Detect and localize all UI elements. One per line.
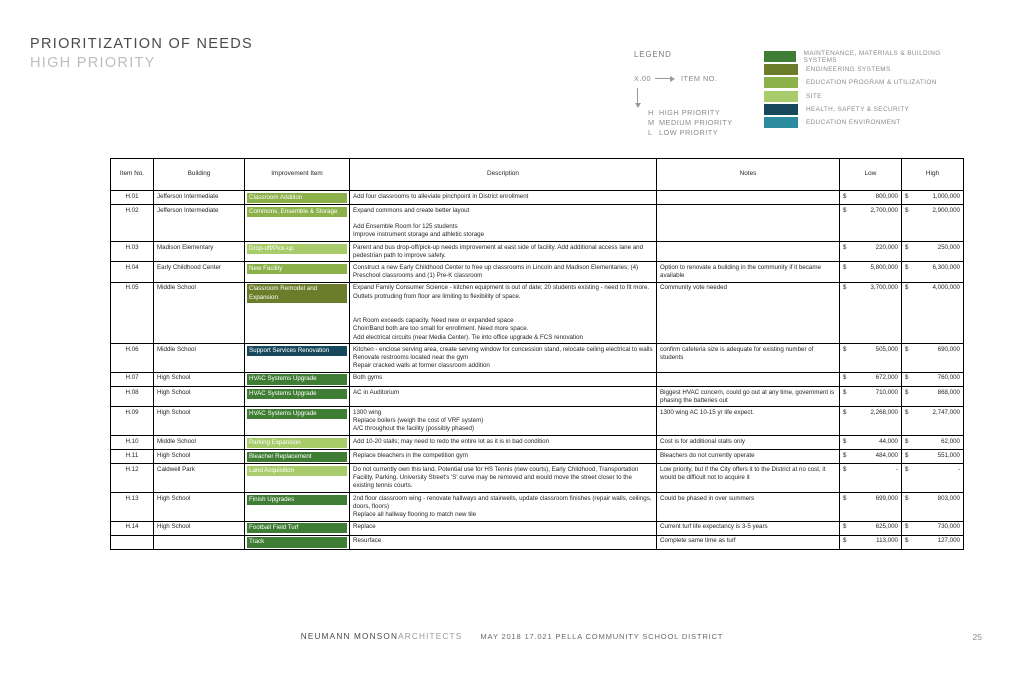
cell-low-cost: $ 44,000 — [840, 436, 902, 450]
currency-symbol: $ — [905, 437, 909, 445]
legend-category-label: HEALTH, SAFETY & SECURITY — [806, 105, 910, 113]
cell-description: Do not currently own this land. Potential use for HS Tennis (new courts), Early Childhood, Transportation Facility, Parking. University Street's 'S' curve may be removed and would move the street closer to the existing tennis courts. — [350, 464, 657, 493]
cell-high-cost: $ 127,000 — [902, 535, 964, 549]
table-row — [111, 464, 964, 493]
legend-swatch — [764, 117, 798, 128]
legend-priority-low-label: LOW PRIORITY — [659, 128, 719, 137]
cell-notes — [657, 372, 840, 386]
currency-symbol: $ — [905, 374, 909, 382]
improvement-category-tag: Track — [247, 537, 347, 547]
table-body — [111, 191, 964, 550]
currency-symbol: $ — [905, 192, 909, 200]
table-header-row — [111, 159, 964, 191]
cell-improvement — [245, 450, 350, 464]
cell-low-cost: $ 3,700,000 — [840, 282, 902, 343]
table-row — [111, 282, 964, 343]
cell-item-no: H.13 — [111, 493, 154, 522]
table-row — [111, 521, 964, 535]
cell-notes: Community vote needed — [657, 282, 840, 343]
improvement-category-tag: Bleacher Replacement — [247, 452, 347, 462]
table-row — [111, 191, 964, 205]
legend-category — [764, 76, 964, 89]
cell-notes — [657, 205, 840, 242]
cell-notes — [657, 242, 840, 262]
cell-high-cost: $ 250,000 — [902, 242, 964, 262]
currency-symbol: $ — [905, 284, 909, 292]
currency-symbol: $ — [905, 465, 909, 473]
table-row — [111, 387, 964, 407]
table-row — [111, 450, 964, 464]
legend-category-label: ENGINEERING SYSTEMS — [806, 66, 891, 74]
currency-symbol: $ — [905, 263, 909, 271]
cell-improvement — [245, 387, 350, 407]
currency-symbol: $ — [905, 388, 909, 396]
improvement-category-tag: HVAC Systems Upgrade — [247, 389, 347, 399]
cell-description: Kitchen - enclose serving area, create serving window for concession stand, relocate ceiling electrical to walls Renovate restrooms located near the gym Repair cracked walls at former classroom addition — [350, 344, 657, 373]
legend-category-label: MAINTENANCE, MATERIALS & BUILDING SYSTEMS — [803, 49, 941, 64]
legend-priority-low — [648, 128, 733, 138]
arrow-down-icon — [637, 88, 638, 105]
legend-category-label: SITE — [806, 92, 822, 100]
legend-swatch — [764, 91, 798, 102]
cell-item-no: H.10 — [111, 436, 154, 450]
footer-firm-suffix: ARCHITECTS — [398, 632, 463, 641]
table-row — [111, 372, 964, 386]
cell-notes: Cost is for additional stalls only — [657, 436, 840, 450]
currency-symbol: $ — [843, 192, 847, 200]
legend-category — [764, 103, 964, 116]
currency-symbol: $ — [905, 451, 909, 459]
cell-building: High School — [154, 372, 245, 386]
cell-building: Middle School — [154, 436, 245, 450]
cell-high-cost: $ 551,000 — [902, 450, 964, 464]
table-header — [111, 159, 964, 191]
cell-description: Construct a new Early Childhood Center to free up classrooms in Lincoln and Madison Elementaries; (4) Preschool classrooms and (1) Pre-K classroom — [350, 262, 657, 282]
cell-notes: Complete same time as turf — [657, 535, 840, 549]
page-number: 25 — [972, 632, 982, 642]
cell-low-cost: $ 5,800,000 — [840, 262, 902, 282]
cell-item-no: H.07 — [111, 372, 154, 386]
legend-item-no-label: ITEM NO. — [681, 74, 718, 83]
improvement-category-tag: Finish Upgrades — [247, 495, 347, 505]
currency-symbol: $ — [905, 345, 909, 353]
cell-low-cost: $ 800,000 — [840, 191, 902, 205]
currency-symbol: $ — [905, 494, 909, 502]
cell-item-no: H.14 — [111, 521, 154, 535]
cell-notes: Bleachers do not currently operate — [657, 450, 840, 464]
table-row — [111, 205, 964, 242]
cell-improvement — [245, 493, 350, 522]
cell-building: High School — [154, 450, 245, 464]
cell-item-no: H.11 — [111, 450, 154, 464]
column-header-improvement: Improvement Item — [245, 159, 350, 191]
table-row — [111, 535, 964, 549]
cell-description: Expand Family Consumer Science - kitchen equipment is out of date; 20 students existing - need to fit more. Outlets protruding from floor are limiting to flexibility of space. Art Room exceeds capacity. Need new or expanded space Choir/Band both are too small for enrollment. Need more space. Add electrical circuits (near Media Center). Tie into office upgrade & FCS renovation — [350, 282, 657, 343]
cell-building: High School — [154, 493, 245, 522]
cell-item-no — [111, 535, 154, 549]
cell-high-cost: $ 730,000 — [902, 521, 964, 535]
cell-improvement — [245, 262, 350, 282]
cell-improvement — [245, 436, 350, 450]
table-row — [111, 344, 964, 373]
improvement-category-tag: Football Field Turf — [247, 523, 347, 533]
cell-high-cost: $ 6,300,000 — [902, 262, 964, 282]
cell-notes: Current turf life expectancy is 3-5 years — [657, 521, 840, 535]
cell-low-cost: $ 625,000 — [840, 521, 902, 535]
currency-symbol: $ — [843, 537, 847, 545]
legend-priority-high — [648, 108, 733, 118]
cell-description: Expand commons and create better layout Add Ensemble Room for 125 students Improve instrument storage and athletic storage — [350, 205, 657, 242]
legend-priority-high-key: H — [648, 108, 654, 117]
cell-notes: Biggest HVAC concern, could go out at any time, government is phasing the batteries out — [657, 387, 840, 407]
legend-category-label: EDUCATION PROGRAM & UTILIZATION — [806, 79, 937, 87]
currency-symbol: $ — [843, 494, 847, 502]
currency-symbol: $ — [905, 206, 909, 214]
currency-symbol: $ — [905, 408, 909, 416]
cell-description: Add 10-20 stalls; may need to redo the entire lot as it is in bad condition — [350, 436, 657, 450]
footer-meta: MAY 2018 17.021 PELLA COMMUNITY SCHOOL DISTRICT — [480, 632, 724, 641]
legend-priority-medium-key: M — [648, 118, 655, 127]
cell-improvement — [245, 464, 350, 493]
needs-table — [110, 158, 964, 550]
page-title-sub: HIGH PRIORITY — [30, 55, 156, 71]
cell-high-cost: $ 4,000,000 — [902, 282, 964, 343]
cell-improvement — [245, 205, 350, 242]
legend-swatch — [764, 104, 798, 115]
cell-notes: confirm cafeteria size is adequate for existing number of students — [657, 344, 840, 373]
cell-item-no: H.06 — [111, 344, 154, 373]
improvement-category-tag: Classroom Addition — [247, 193, 347, 203]
page-title-main: PRIORITIZATION OF NEEDS — [30, 36, 253, 52]
currency-symbol: $ — [843, 437, 847, 445]
legend-priority-low-key: L — [648, 128, 653, 137]
cell-low-cost: $ 2,268,000 — [840, 407, 902, 436]
cell-low-cost: $ 220,000 — [840, 242, 902, 262]
cell-description: Resurface — [350, 535, 657, 549]
column-header-low: Low — [840, 159, 902, 191]
legend-priority-medium-label: MEDIUM PRIORITY — [659, 118, 733, 127]
legend-category-label: EDUCATION ENVIRONMENT — [806, 119, 901, 127]
currency-symbol: $ — [843, 388, 847, 396]
cell-notes: Low priority, but if the City offers it to the District at no cost, it would be difficult not to acquire it — [657, 464, 840, 493]
column-header-notes: Notes — [657, 159, 840, 191]
cell-notes: 1300 wing AC 10-15 yr life expect. — [657, 407, 840, 436]
currency-symbol: $ — [905, 537, 909, 545]
currency-symbol: $ — [905, 523, 909, 531]
column-header-high: High — [902, 159, 964, 191]
cell-building — [154, 535, 245, 549]
currency-symbol: $ — [843, 284, 847, 292]
cell-description: 1300 wing Replace boilers (weigh the cost of VRF system) A/C throughout the facility (possibly phased) — [350, 407, 657, 436]
table-row — [111, 262, 964, 282]
cell-high-cost: $ 62,000 — [902, 436, 964, 450]
cell-high-cost: $ 1,000,000 — [902, 191, 964, 205]
currency-symbol: $ — [843, 451, 847, 459]
needs-table-wrap — [110, 158, 960, 550]
cell-low-cost: $ 699,000 — [840, 493, 902, 522]
table-row — [111, 493, 964, 522]
cell-improvement — [245, 521, 350, 535]
cell-building: Jefferson Intermediate — [154, 205, 245, 242]
cell-high-cost: $ 2,900,000 — [902, 205, 964, 242]
improvement-category-tag: Parking Expansion — [247, 438, 347, 448]
cell-notes: Could be phased in over summers — [657, 493, 840, 522]
legend-swatch — [764, 77, 798, 88]
legend-title: LEGEND — [634, 50, 672, 59]
legend-swatch — [764, 51, 796, 62]
cell-description: AC in Auditorium — [350, 387, 657, 407]
cell-item-no: H.05 — [111, 282, 154, 343]
table-row — [111, 242, 964, 262]
currency-symbol: $ — [843, 243, 847, 251]
legend-category — [764, 90, 964, 103]
legend-category — [764, 63, 964, 76]
cell-description: Replace bleachers in the competition gym — [350, 450, 657, 464]
legend — [634, 49, 964, 137]
arrow-right-icon — [655, 75, 677, 82]
cell-improvement — [245, 535, 350, 549]
currency-symbol: $ — [843, 345, 847, 353]
cell-description: Add four classrooms to alleviate pinchpoint in District enrollment — [350, 191, 657, 205]
cell-notes: Option to renovate a building in the community if it became available — [657, 262, 840, 282]
cell-high-cost: $ 803,000 — [902, 493, 964, 522]
improvement-category-tag: HVAC Systems Upgrade — [247, 374, 347, 384]
page-title — [30, 36, 253, 71]
legend-item-code: X.00 — [634, 74, 652, 83]
legend-category — [764, 116, 964, 129]
cell-improvement — [245, 372, 350, 386]
cell-low-cost: $ 505,000 — [840, 344, 902, 373]
cell-building: Madison Elementary — [154, 242, 245, 262]
cell-improvement — [245, 407, 350, 436]
cell-low-cost: $ 2,700,000 — [840, 205, 902, 242]
improvement-category-tag: Classroom Remodel and Expansion — [247, 284, 347, 302]
column-header-item-no: Item No. — [111, 159, 154, 191]
cell-notes — [657, 191, 840, 205]
cell-high-cost: $ - — [902, 464, 964, 493]
cell-building: Middle School — [154, 344, 245, 373]
column-header-description: Description — [350, 159, 657, 191]
cell-high-cost: $ 868,000 — [902, 387, 964, 407]
cell-improvement — [245, 242, 350, 262]
legend-priority-list — [648, 108, 733, 138]
improvement-category-tag: New Facility — [247, 264, 347, 274]
cell-improvement — [245, 344, 350, 373]
cell-building: Early Childhood Center — [154, 262, 245, 282]
legend-priority-high-label: HIGH PRIORITY — [659, 108, 721, 117]
legend-category — [764, 50, 964, 63]
cell-item-no: H.08 — [111, 387, 154, 407]
cell-high-cost: $ 760,000 — [902, 372, 964, 386]
cell-description: Both gyms — [350, 372, 657, 386]
cell-building: Middle School — [154, 282, 245, 343]
cell-item-no: H.02 — [111, 205, 154, 242]
currency-symbol: $ — [843, 374, 847, 382]
column-header-building: Building — [154, 159, 245, 191]
cell-building: High School — [154, 407, 245, 436]
currency-symbol: $ — [843, 408, 847, 416]
cell-item-no: H.01 — [111, 191, 154, 205]
cell-improvement — [245, 191, 350, 205]
improvement-category-tag: Support Services Renovation — [247, 346, 347, 356]
footer — [0, 632, 1024, 641]
cell-improvement — [245, 282, 350, 343]
currency-symbol: $ — [843, 206, 847, 214]
cell-item-no: H.04 — [111, 262, 154, 282]
improvement-category-tag: HVAC Systems Upgrade — [247, 409, 347, 419]
cell-description: 2nd floor classroom wing - renovate hallways and stairwells, update classroom finishes (repair walls, ceilings, doors, floors) Replace all hallway flooring to match new tile — [350, 493, 657, 522]
improvement-category-tag: Commons, Ensemble & Storage — [247, 207, 347, 217]
currency-symbol: $ — [843, 465, 847, 473]
cell-building: Caldwell Park — [154, 464, 245, 493]
currency-symbol: $ — [905, 243, 909, 251]
currency-symbol: $ — [843, 263, 847, 271]
legend-category-list — [764, 50, 964, 129]
table-row — [111, 407, 964, 436]
improvement-category-tag: Land Acquisition — [247, 466, 347, 476]
cell-low-cost: $ - — [840, 464, 902, 493]
cell-building: High School — [154, 521, 245, 535]
cell-high-cost: $ 690,000 — [902, 344, 964, 373]
cell-item-no: H.09 — [111, 407, 154, 436]
legend-priority-medium — [648, 118, 733, 128]
cell-building: Jefferson Intermediate — [154, 191, 245, 205]
cell-low-cost: $ 484,000 — [840, 450, 902, 464]
footer-firm-name: NEUMANN MONSON — [300, 632, 399, 641]
table-row — [111, 436, 964, 450]
currency-symbol: $ — [843, 523, 847, 531]
legend-swatch — [764, 64, 798, 75]
cell-building: High School — [154, 387, 245, 407]
cell-low-cost: $ 672,000 — [840, 372, 902, 386]
cell-description: Replace — [350, 521, 657, 535]
improvement-category-tag: Drop-off/Pick-up — [247, 244, 347, 254]
cell-high-cost: $ 2,747,000 — [902, 407, 964, 436]
cell-low-cost: $ 113,000 — [840, 535, 902, 549]
cell-item-no: H.03 — [111, 242, 154, 262]
cell-description: Parent and bus drop-off/pick-up needs improvement at east side of facility. Add additional access lane and pedestrian path to improve safety. — [350, 242, 657, 262]
cell-item-no: H.12 — [111, 464, 154, 493]
cell-low-cost: $ 710,000 — [840, 387, 902, 407]
